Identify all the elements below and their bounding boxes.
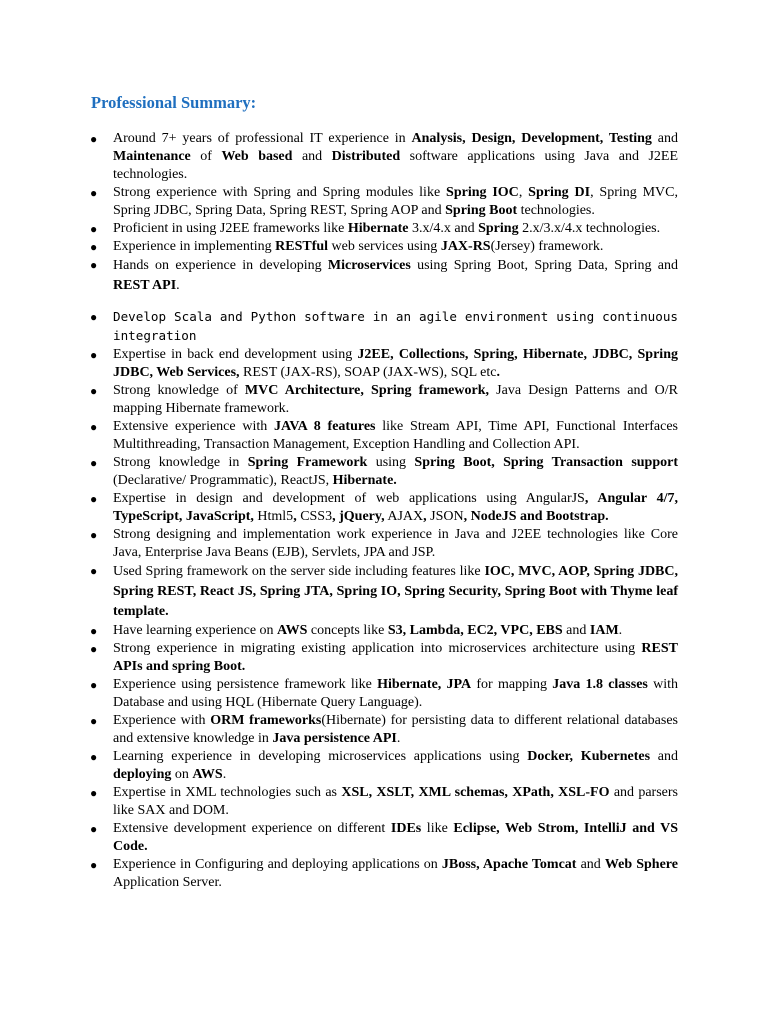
bullet-text: using Spring Boot, Spring Data, Spring and — [410, 258, 678, 273]
bullet-text: concepts like — [307, 623, 388, 638]
bullet-text: Strong knowledge in — [113, 455, 248, 470]
bullet-text: Strong experience in migrating existing application into microservices architecture using — [113, 641, 642, 656]
bullet-text: Html5 — [253, 509, 294, 524]
bullet-text: 2.x/3.x/4.x technologies. — [518, 221, 661, 236]
bullet-text: (Jersey) framework. — [490, 239, 604, 254]
bullet-text-bold: RESTful — [275, 239, 329, 254]
bullet-text: (Hibernate) for persisting data to different relational databases and extensive knowledge in — [113, 713, 678, 746]
summary-bullet — [90, 454, 678, 490]
bullet-text: like — [421, 821, 454, 836]
bullet-text: and — [651, 131, 678, 146]
bullet-text: Learning experience in developing microservices applications using — [113, 749, 528, 764]
bullet-text: Extensive experience with — [113, 419, 275, 434]
bullet-text-bold: REST APIs and spring Boot. — [113, 641, 678, 674]
bullet-text-bold: , NodeJS and Bootstrap. — [463, 509, 609, 524]
summary-bullet — [90, 238, 678, 256]
bullet-text: Application Server. — [113, 875, 222, 890]
summary-bullet — [90, 622, 678, 640]
summary-bullet — [90, 820, 678, 856]
bullet-text-bold: Docker, Kubernetes — [527, 749, 651, 764]
bullet-dot-icon: ● — [90, 420, 98, 434]
bullet-text-bold: Distributed — [331, 149, 401, 164]
bullet-text: Have learning experience on — [113, 623, 278, 638]
summary-bullet-list — [90, 130, 678, 892]
bullet-text-bold: , — [293, 509, 297, 524]
bullet-text-bold: Spring Boot — [445, 203, 518, 218]
bullet-dot-icon: ● — [90, 858, 98, 872]
bullet-dot-icon: ● — [90, 222, 98, 236]
bullet-text: on — [171, 767, 193, 782]
section-heading: Professional Summary: — [91, 93, 257, 112]
bullet-text: REST (JAX-RS), SOAP (JAX-WS), SQL etc — [239, 365, 497, 380]
bullet-text: like Stream API, Time API, Functional Interfaces Multithreading, Transaction Management, Exception Handling and Collection API. — [113, 419, 678, 452]
bullet-text: 3.x/4.x and — [408, 221, 479, 236]
bullet-text-bold: Hibernate — [347, 221, 409, 236]
bullet-text: AJAX — [384, 509, 424, 524]
bullet-text: Extensive development experience on different — [113, 821, 391, 836]
bullet-text: Hands on experience in developing — [113, 258, 328, 273]
bullet-text-bold: Spring Boot, Spring Transaction support — [414, 455, 679, 470]
bullet-text: Strong knowledge of — [113, 383, 245, 398]
bullet-text-bold: JAVA 8 features — [274, 419, 376, 434]
bullet-text: Experience using persistence framework like — [113, 677, 378, 692]
bullet-text: of — [190, 149, 222, 164]
bullet-text: CSS3 — [296, 509, 333, 524]
bullet-dot-icon: ● — [90, 678, 98, 692]
bullet-dot-icon: ● — [90, 564, 98, 578]
bullet-dot-icon: ● — [90, 384, 98, 398]
bullet-text: and — [292, 149, 332, 164]
bullet-dot-icon: ● — [90, 642, 98, 656]
summary-bullet — [90, 784, 678, 820]
bullet-text: and — [562, 623, 590, 638]
summary-bullet — [90, 490, 678, 526]
summary-bullet — [90, 184, 678, 220]
bullet-text: Experience in implementing — [113, 239, 276, 254]
bullet-text: . — [396, 731, 401, 746]
bullet-text-bold: Java persistence API — [272, 731, 397, 746]
summary-bullet — [90, 856, 678, 892]
bullet-text: software applications using Java and J2EE technologies. — [113, 149, 679, 182]
bullet-text-bold: Spring — [478, 221, 519, 236]
bullet-text-bold: Hibernate, JPA — [377, 677, 472, 692]
bullet-text: . — [176, 278, 180, 293]
bullet-text-bold: Spring Framework — [247, 455, 368, 470]
bullet-text-bold: REST API — [113, 278, 177, 293]
bullet-text: Used Spring framework on the server side including features like — [113, 564, 485, 579]
bullet-text-bold: AWS — [277, 623, 308, 638]
summary-bullet — [90, 220, 678, 238]
bullet-text: Expertise in XML technologies such as — [113, 785, 342, 800]
bullet-text: technologies. — [517, 203, 595, 218]
bullet-text-bold: deploying — [113, 767, 172, 782]
summary-bullet — [90, 676, 678, 712]
bullet-dot-icon: ● — [90, 786, 98, 800]
bullet-text-bold: J2EE, Collections, Spring, Hibernate, JDBC, Spring JDBC, Web Services, — [113, 347, 678, 380]
bullet-text: and parsers like SAX and DOM. — [113, 785, 678, 818]
bullet-text: for mapping — [471, 677, 553, 692]
summary-bullet — [90, 640, 678, 676]
bullet-text-bold: , Angular 4/7, TypeScript, JavaScript, — [113, 491, 678, 524]
bullet-text: , — [518, 185, 529, 200]
bullet-dot-icon: ● — [90, 240, 98, 254]
bullet-text-bold: , — [423, 509, 427, 524]
bullet-text: Expertise in design and development of web applications using AngularJS — [113, 491, 585, 506]
bullet-text-bold: Spring IOC — [446, 185, 519, 200]
bullet-text-bold: Web Sphere — [604, 857, 678, 872]
bullet-dot-icon: ● — [90, 528, 98, 542]
bullet-text: and — [576, 857, 605, 872]
bullet-text-bold: Java 1.8 classes — [552, 677, 648, 692]
bullet-dot-icon: ● — [90, 822, 98, 836]
summary-bullet — [90, 712, 678, 748]
summary-bullet — [90, 130, 678, 184]
bullet-text-bold: MVC Architecture, Spring framework, — [244, 383, 490, 398]
bullet-text-bold: Hibernate. — [332, 473, 397, 488]
bullet-text-bold: Spring DI — [528, 185, 591, 200]
bullet-dot-icon: ● — [90, 310, 98, 324]
bullet-text-bold: S3, Lambda, EC2, VPC, EBS — [387, 623, 563, 638]
bullet-text: and — [650, 749, 679, 764]
bullet-dot-icon: ● — [90, 186, 98, 200]
bullet-dot-icon: ● — [90, 750, 98, 764]
summary-bullet — [90, 382, 678, 418]
bullet-text-bold: IAM — [589, 623, 619, 638]
bullet-text: Expertise in back end development using — [113, 347, 358, 362]
bullet-text-bold: JBoss, Apache Tomcat — [441, 857, 577, 872]
bullet-dot-icon: ● — [90, 456, 98, 470]
bullet-text: Java Design Patterns and O/R mapping Hibernate framework. — [113, 383, 678, 416]
bullet-text: Strong designing and implementation work experience in Java and J2EE technologies like Core Java, Enterprise Java Beans (EJB), Servlets, JPA and JSP. — [113, 527, 678, 560]
bullet-text: Strong experience with Spring and Spring modules like — [113, 185, 447, 200]
bullet-text: Experience with — [113, 713, 211, 728]
bullet-dot-icon: ● — [90, 348, 98, 362]
bullet-text: web services using — [328, 239, 441, 254]
bullet-dot-icon: ● — [90, 714, 98, 728]
bullet-dot-icon: ● — [90, 132, 98, 146]
bullet-text-bold: Web based — [221, 149, 293, 164]
bullet-text: (Declarative/ Programmatic), ReactJS, — [113, 473, 333, 488]
bullet-text-bold: Eclipse, Web Strom, IntelliJ and VS Code. — [113, 821, 678, 854]
bullet-text-bold: JAX-RS — [440, 239, 491, 254]
bullet-text-bold: , jQuery, — [332, 509, 385, 524]
summary-bullet — [90, 526, 678, 562]
bullet-text-bold: Analysis, Design, Development, Testing — [411, 131, 652, 146]
summary-bullet — [90, 256, 678, 296]
summary-bullet — [90, 346, 678, 382]
bullet-text: , Spring MVC, Spring JDBC, Spring Data, Spring REST, Spring AOP and — [113, 185, 679, 218]
bullet-text: with Database and using HQL (Hibernate Query Language). — [113, 677, 679, 710]
bullet-text-bold: XSL, XSLT, XML schemas, XPath, XSL-FO — [341, 785, 610, 800]
bullet-text: using — [367, 455, 415, 470]
bullet-text: Proficient in using J2EE frameworks like — [113, 221, 348, 236]
bullet-text-bold: ORM frameworks — [210, 713, 322, 728]
bullet-dot-icon: ● — [90, 624, 98, 638]
bullet-text-bold: IOC, MVC, AOP, Spring JDBC, Spring REST, React JS, Spring JTA, Spring IO, Spring Security, Spring Boot with Thyme leaf template. — [113, 564, 679, 619]
summary-bullet — [90, 748, 678, 784]
bullet-text: . — [618, 623, 623, 638]
bullet-text-bold: Microservices — [327, 258, 411, 273]
bullet-text: Around 7+ years of professional IT experience in — [113, 131, 412, 146]
summary-bullet — [90, 562, 678, 622]
bullet-text-bold: AWS — [192, 767, 223, 782]
summary-bullet — [90, 418, 678, 454]
bullet-dot-icon: ● — [90, 492, 98, 506]
bullet-text: JSON — [426, 509, 464, 524]
bullet-text-bold: Maintenance — [113, 149, 191, 164]
bullet-text-bold: . — [496, 365, 500, 380]
bullet-dot-icon: ● — [90, 258, 98, 272]
bullet-text: Experience in Configuring and deploying applications on — [113, 857, 442, 872]
bullet-text: . — [222, 767, 227, 782]
summary-bullet — [90, 308, 678, 346]
bullet-text: Develop Scala and Python software in an agile environment using continuous integration — [113, 309, 678, 343]
bullet-text-bold: IDEs — [390, 821, 422, 836]
